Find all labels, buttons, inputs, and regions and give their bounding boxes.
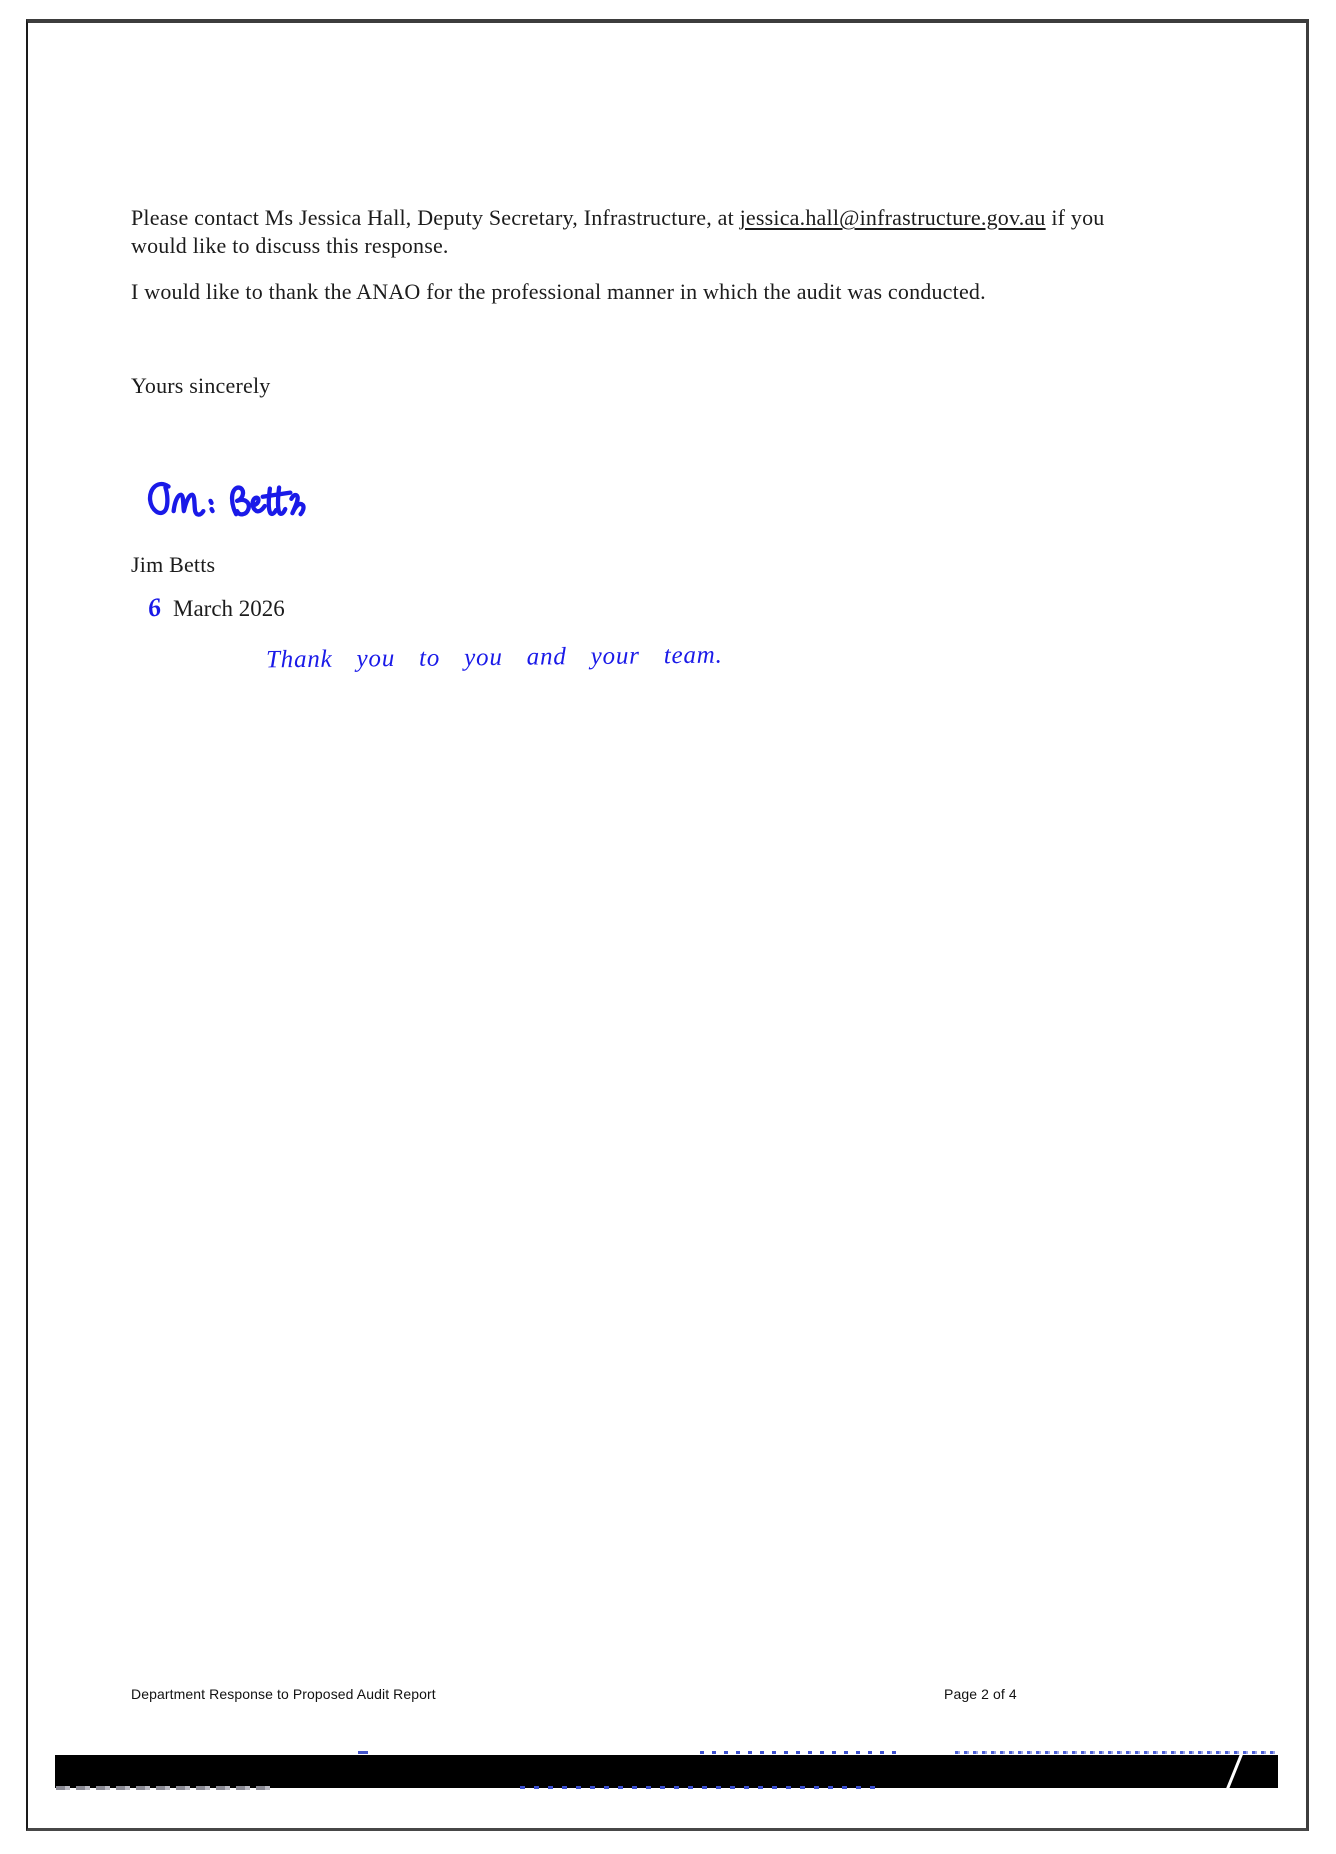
handwritten-signature bbox=[146, 477, 318, 537]
scan-artifact-specks bbox=[520, 1786, 880, 1789]
scan-artifact-specks bbox=[358, 1751, 368, 1754]
date-line bbox=[145, 592, 285, 623]
closing-line: Yours sincerely bbox=[131, 373, 271, 398]
email-link[interactable]: jessica.hall@infrastructure.gov.au bbox=[739, 205, 1046, 230]
thanks-paragraph: I would like to thank the ANAO for the professional manner in which the audit was conducted. bbox=[131, 279, 986, 304]
scan-artifact-specks bbox=[955, 1751, 1275, 1754]
contact-text-before: Please contact Ms Jessica Hall, Deputy Secretary, Infrastructure, at bbox=[131, 205, 740, 230]
signature-ink-strokes bbox=[146, 477, 318, 537]
scan-artifact-specks bbox=[56, 1786, 271, 1790]
scan-artifact-specks bbox=[700, 1751, 900, 1754]
date-typed-text: March 2026 bbox=[173, 596, 285, 621]
handwritten-day-number: 6 bbox=[145, 592, 163, 623]
contact-paragraph bbox=[131, 204, 1146, 260]
signatory-name: Jim Betts bbox=[131, 552, 216, 577]
redaction-bar bbox=[55, 1755, 1278, 1788]
handwritten-note: Thank you to you and your team. bbox=[265, 641, 723, 674]
footer-document-title: Department Response to Proposed Audit Report bbox=[131, 1686, 436, 1702]
contact-text-after: if you would like to discuss this response. bbox=[131, 205, 1105, 258]
footer-page-number: Page 2 of 4 bbox=[944, 1686, 1017, 1702]
